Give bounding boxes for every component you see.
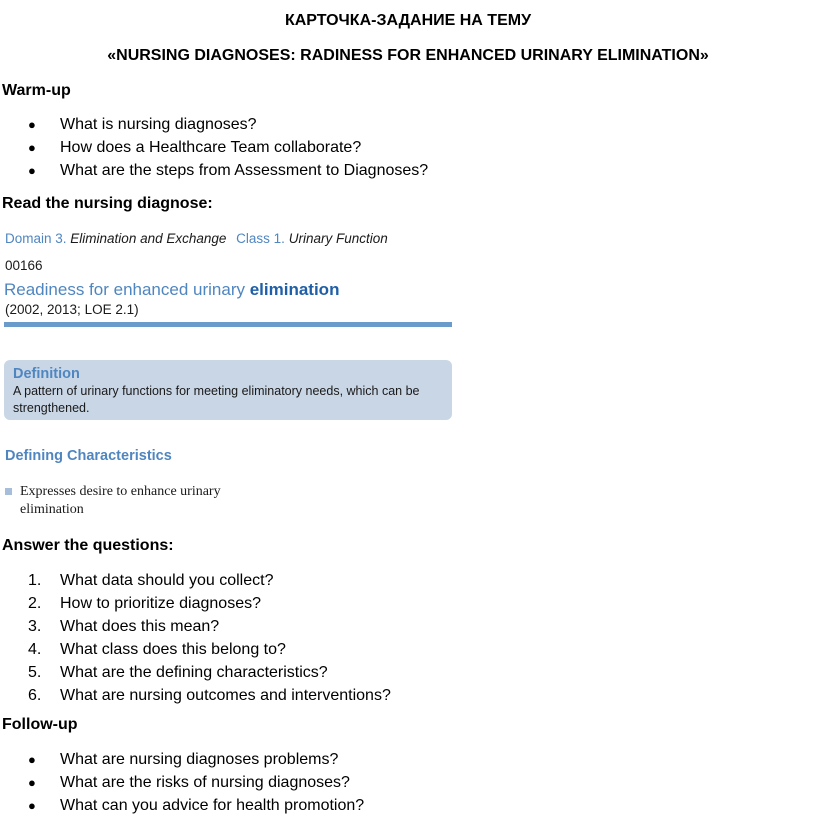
bullet-icon: ● xyxy=(28,163,36,178)
square-bullet-icon xyxy=(5,488,12,495)
diagnosis-code: 00166 xyxy=(5,258,43,273)
bullet-icon: ● xyxy=(28,775,36,790)
definition-box xyxy=(4,360,452,420)
divider xyxy=(4,322,452,327)
bullet-icon: ● xyxy=(28,752,36,767)
domain-class-line: Domain 3. Elimination and Exchange Class 1. Urinary Function xyxy=(5,231,388,246)
answer-heading: Answer the questions: xyxy=(2,537,174,554)
read-heading: Read the nursing diagnose: xyxy=(2,195,213,212)
followup-heading: Follow-up xyxy=(2,716,78,733)
card-topic: «NURSING DIAGNOSES: RADINESS FOR ENHANCED URINARY ELIMINATION» xyxy=(107,47,709,64)
definition-heading: Definition xyxy=(13,366,80,382)
diagnosis-title: Readiness for enhanced urinary elimination xyxy=(4,280,340,299)
bullet-icon: ● xyxy=(28,140,36,155)
defining-characteristics-heading: Defining Characteristics xyxy=(5,448,172,464)
warmup-heading: Warm-up xyxy=(2,82,71,99)
diagnosis-year: (2002, 2013; LOE 2.1) xyxy=(5,302,139,317)
definition-text: A pattern of urinary functions for meeting eliminatory needs, which can be strengthened. xyxy=(13,384,420,415)
card-title: КАРТОЧКА-ЗАДАНИЕ НА ТЕМУ xyxy=(284,12,532,29)
bullet-icon: ● xyxy=(28,117,36,132)
bullet-icon: ● xyxy=(28,798,36,813)
